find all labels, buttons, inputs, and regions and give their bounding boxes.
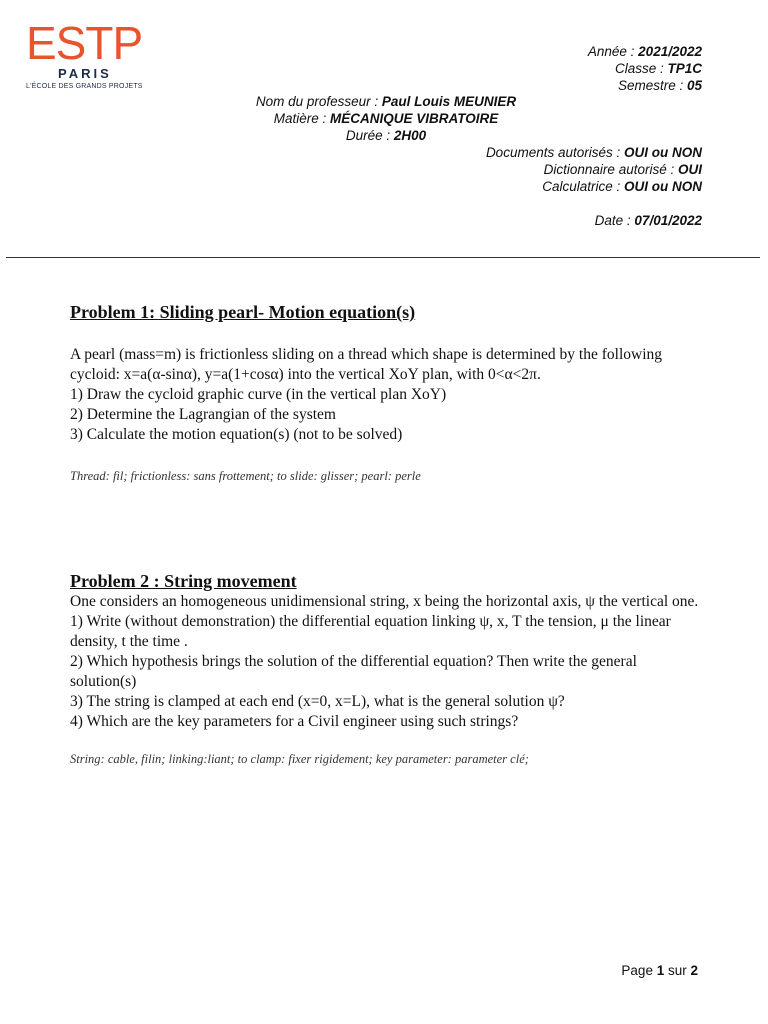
documents-line: Documents autorisés : OUI ou NON — [485, 145, 702, 160]
professeur-value: Paul Louis MEUNIER — [381, 94, 517, 109]
problem-1-question-2: 2) Determine the Lagrangian of the system — [70, 406, 336, 423]
problem-1-glossary: Thread: fil; frictionless: sans frottement; to slide: glisser; pearl: perle — [70, 469, 421, 483]
page-number: Page 1 sur 2 — [621, 963, 698, 978]
semestre-value: 05 — [686, 78, 702, 93]
estp-logo — [26, 17, 143, 90]
problem-2-intro: One considers an homogeneous unidimensional string, x being the horizontal axis, ψ the vertical one. — [70, 593, 699, 610]
header-year-class — [588, 43, 702, 94]
date-value: 07/01/2022 — [634, 213, 702, 228]
problem-2-question-4: 4) Which are the key parameters for a Civil engineer using such strings? — [70, 713, 519, 730]
classe-line: Classe : TP1C — [614, 61, 702, 76]
matiere-line: Matière : MÉCANIQUE VIBRATOIRE — [273, 111, 499, 126]
classe-value: TP1C — [667, 61, 702, 76]
header-course-info — [206, 93, 566, 144]
problem-2-title: Problem 2 : String movement — [70, 571, 297, 591]
matiere-value: MÉCANIQUE VIBRATOIRE — [330, 111, 499, 126]
calculatrice-value: OUI ou NON — [624, 179, 702, 194]
annee-line: Année : 2021/2022 — [587, 44, 702, 59]
problem-1-title: Problem 1: Sliding pearl- Motion equation(s) — [70, 302, 416, 322]
documents-value: OUI ou NON — [624, 145, 702, 160]
header-divider — [6, 257, 760, 258]
dictionnaire-value: OUI — [677, 162, 702, 177]
problem-2-question-2: 2) Which hypothesis brings the solution of the differential equation? Then write the general solution(s) — [70, 653, 637, 690]
duree-line: Durée : 2H00 — [345, 128, 427, 143]
calculatrice-line: Calculatrice : OUI ou NON — [542, 179, 702, 194]
problem-2-question-1: 1) Write (without demonstration) the differential equation linking ψ, x, T the tension, μ the linear density, t the time . — [70, 613, 671, 650]
date-line: Date : 07/01/2022 — [594, 213, 702, 228]
problem-1 — [70, 301, 700, 486]
problem-2 — [70, 570, 700, 769]
problem-1-intro: A pearl (mass=m) is frictionless sliding on a thread which shape is determined by the following cycloid: x=a(α-sinα), y=a(1+cosα) into the vertical XoY plan, with 0<α<2π. — [70, 346, 663, 383]
problem-1-question-3: 3) Calculate the motion equation(s) (not to be solved) — [70, 426, 403, 443]
logo-city: PARIS — [58, 66, 112, 81]
problem-1-question-1: 1) Draw the cycloid graphic curve (in the vertical plan XoY) — [70, 386, 447, 403]
professeur-line: Nom du professeur : Paul Louis MEUNIER — [255, 94, 517, 109]
problem-2-question-3: 3) The string is clamped at each end (x=0, x=L), what is the general solution ψ? — [70, 693, 565, 710]
logo-tagline: L'ÉCOLE DES GRANDS PROJETS — [26, 83, 143, 90]
logo-wordmark: ESTP — [26, 17, 143, 69]
problem-2-glossary: String: cable, filin; linking:liant; to clamp: fixer rigidement; key parameter: parameter clé; — [70, 752, 529, 766]
header-permissions — [486, 144, 702, 229]
semestre-line: Semestre : 05 — [617, 78, 702, 93]
dictionnaire-line: Dictionnaire autorisé : OUI — [543, 162, 702, 177]
duree-value: 2H00 — [393, 128, 427, 143]
annee-value: 2021/2022 — [638, 44, 702, 59]
